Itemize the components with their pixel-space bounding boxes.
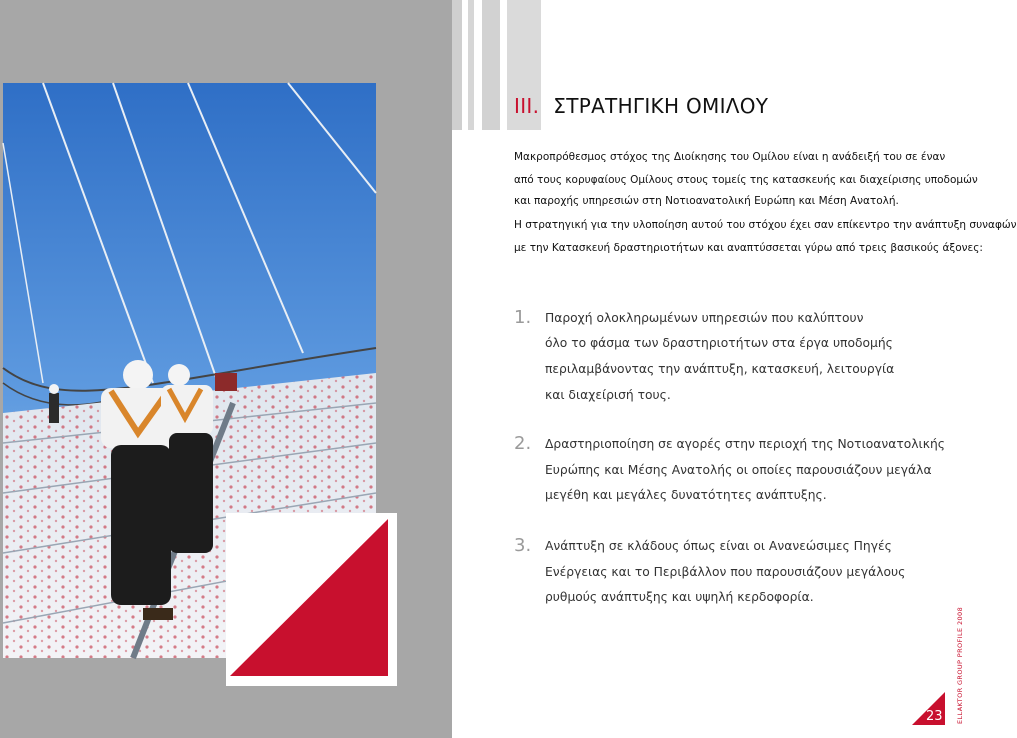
axis-text-line: Ανάπτυξη σε κλάδους όπως είναι οι Ανανεώσιμες Πηγές	[545, 539, 892, 553]
photo-corner-frame	[226, 513, 397, 686]
intro-line: από τους κορυφαίους Ομίλους στους τομείς της κατασκευής και διαχείρισης υποδομών	[514, 174, 978, 186]
intro-line: Μακροπρόθεσμος στόχος της Διοίκησης του Ομίλου είναι η ανάδειξή του σε έναν	[514, 151, 946, 163]
decorative-stripe	[468, 0, 474, 130]
publication-label-text: ELLAKTOR GROUP PROFILE 2008	[956, 606, 964, 724]
page-number: 23	[926, 709, 943, 724]
axis-number: 1.	[514, 307, 532, 328]
decorative-stripe	[482, 0, 500, 130]
side-publication-label	[946, 606, 964, 724]
axis-text-line: Δραστηριοποίηση σε αγορές στην περιοχή της Νοτιοανατολικής	[545, 437, 945, 451]
axis-text-line: ρυθμούς ανάπτυξης και υψηλή κερδοφορία.	[545, 590, 814, 604]
intro-line: και παροχής υπηρεσιών στη Νοτιοανατολική Ευρώπη και Μέση Ανατολή.	[514, 195, 899, 207]
section-number: III.	[514, 94, 540, 118]
axis-number: 2.	[514, 433, 532, 454]
intro-line: με την Κατασκευή δραστηριοτήτων και αναπτύσσεται γύρω από τρεις βασικούς άξονες:	[514, 242, 983, 254]
decorative-stripe	[452, 0, 462, 130]
axis-text-line: Ενέργειας και το Περιβάλλον που παρουσιάζουν μεγάλους	[545, 565, 906, 579]
axis-text-line: Παροχή ολοκληρωμένων υπηρεσιών που καλύπτουν	[545, 311, 864, 325]
axis-text-line: και διαχείρισή τους.	[545, 388, 671, 402]
left-page-panel	[0, 0, 452, 738]
axis-text-line: όλο το φάσμα των δραστηριοτήτων στα έργα υποδομής	[545, 336, 893, 350]
axis-text-line: μεγέθη και μεγάλες δυνατότητες ανάπτυξης.	[545, 488, 827, 502]
section-title	[514, 94, 768, 118]
section-title-text: ΣΤΡΑΤΗΓΙΚΗ ΟΜΙΛΟΥ	[553, 94, 769, 118]
intro-line: Η στρατηγική για την υλοποίηση αυτού του στόχου έχει σαν επίκεντρο την ανάπτυξη συναφών	[514, 219, 1017, 231]
axis-text-line: περιλαμβάνοντας την ανάπτυξη, κατασκευή, λειτουργία	[545, 362, 895, 376]
axis-text-line: Ευρώπης και Μέσης Ανατολής οι οποίες παρουσιάζουν μεγάλα	[545, 463, 932, 477]
axis-number: 3.	[514, 535, 532, 556]
red-triangle-accent	[226, 513, 397, 686]
